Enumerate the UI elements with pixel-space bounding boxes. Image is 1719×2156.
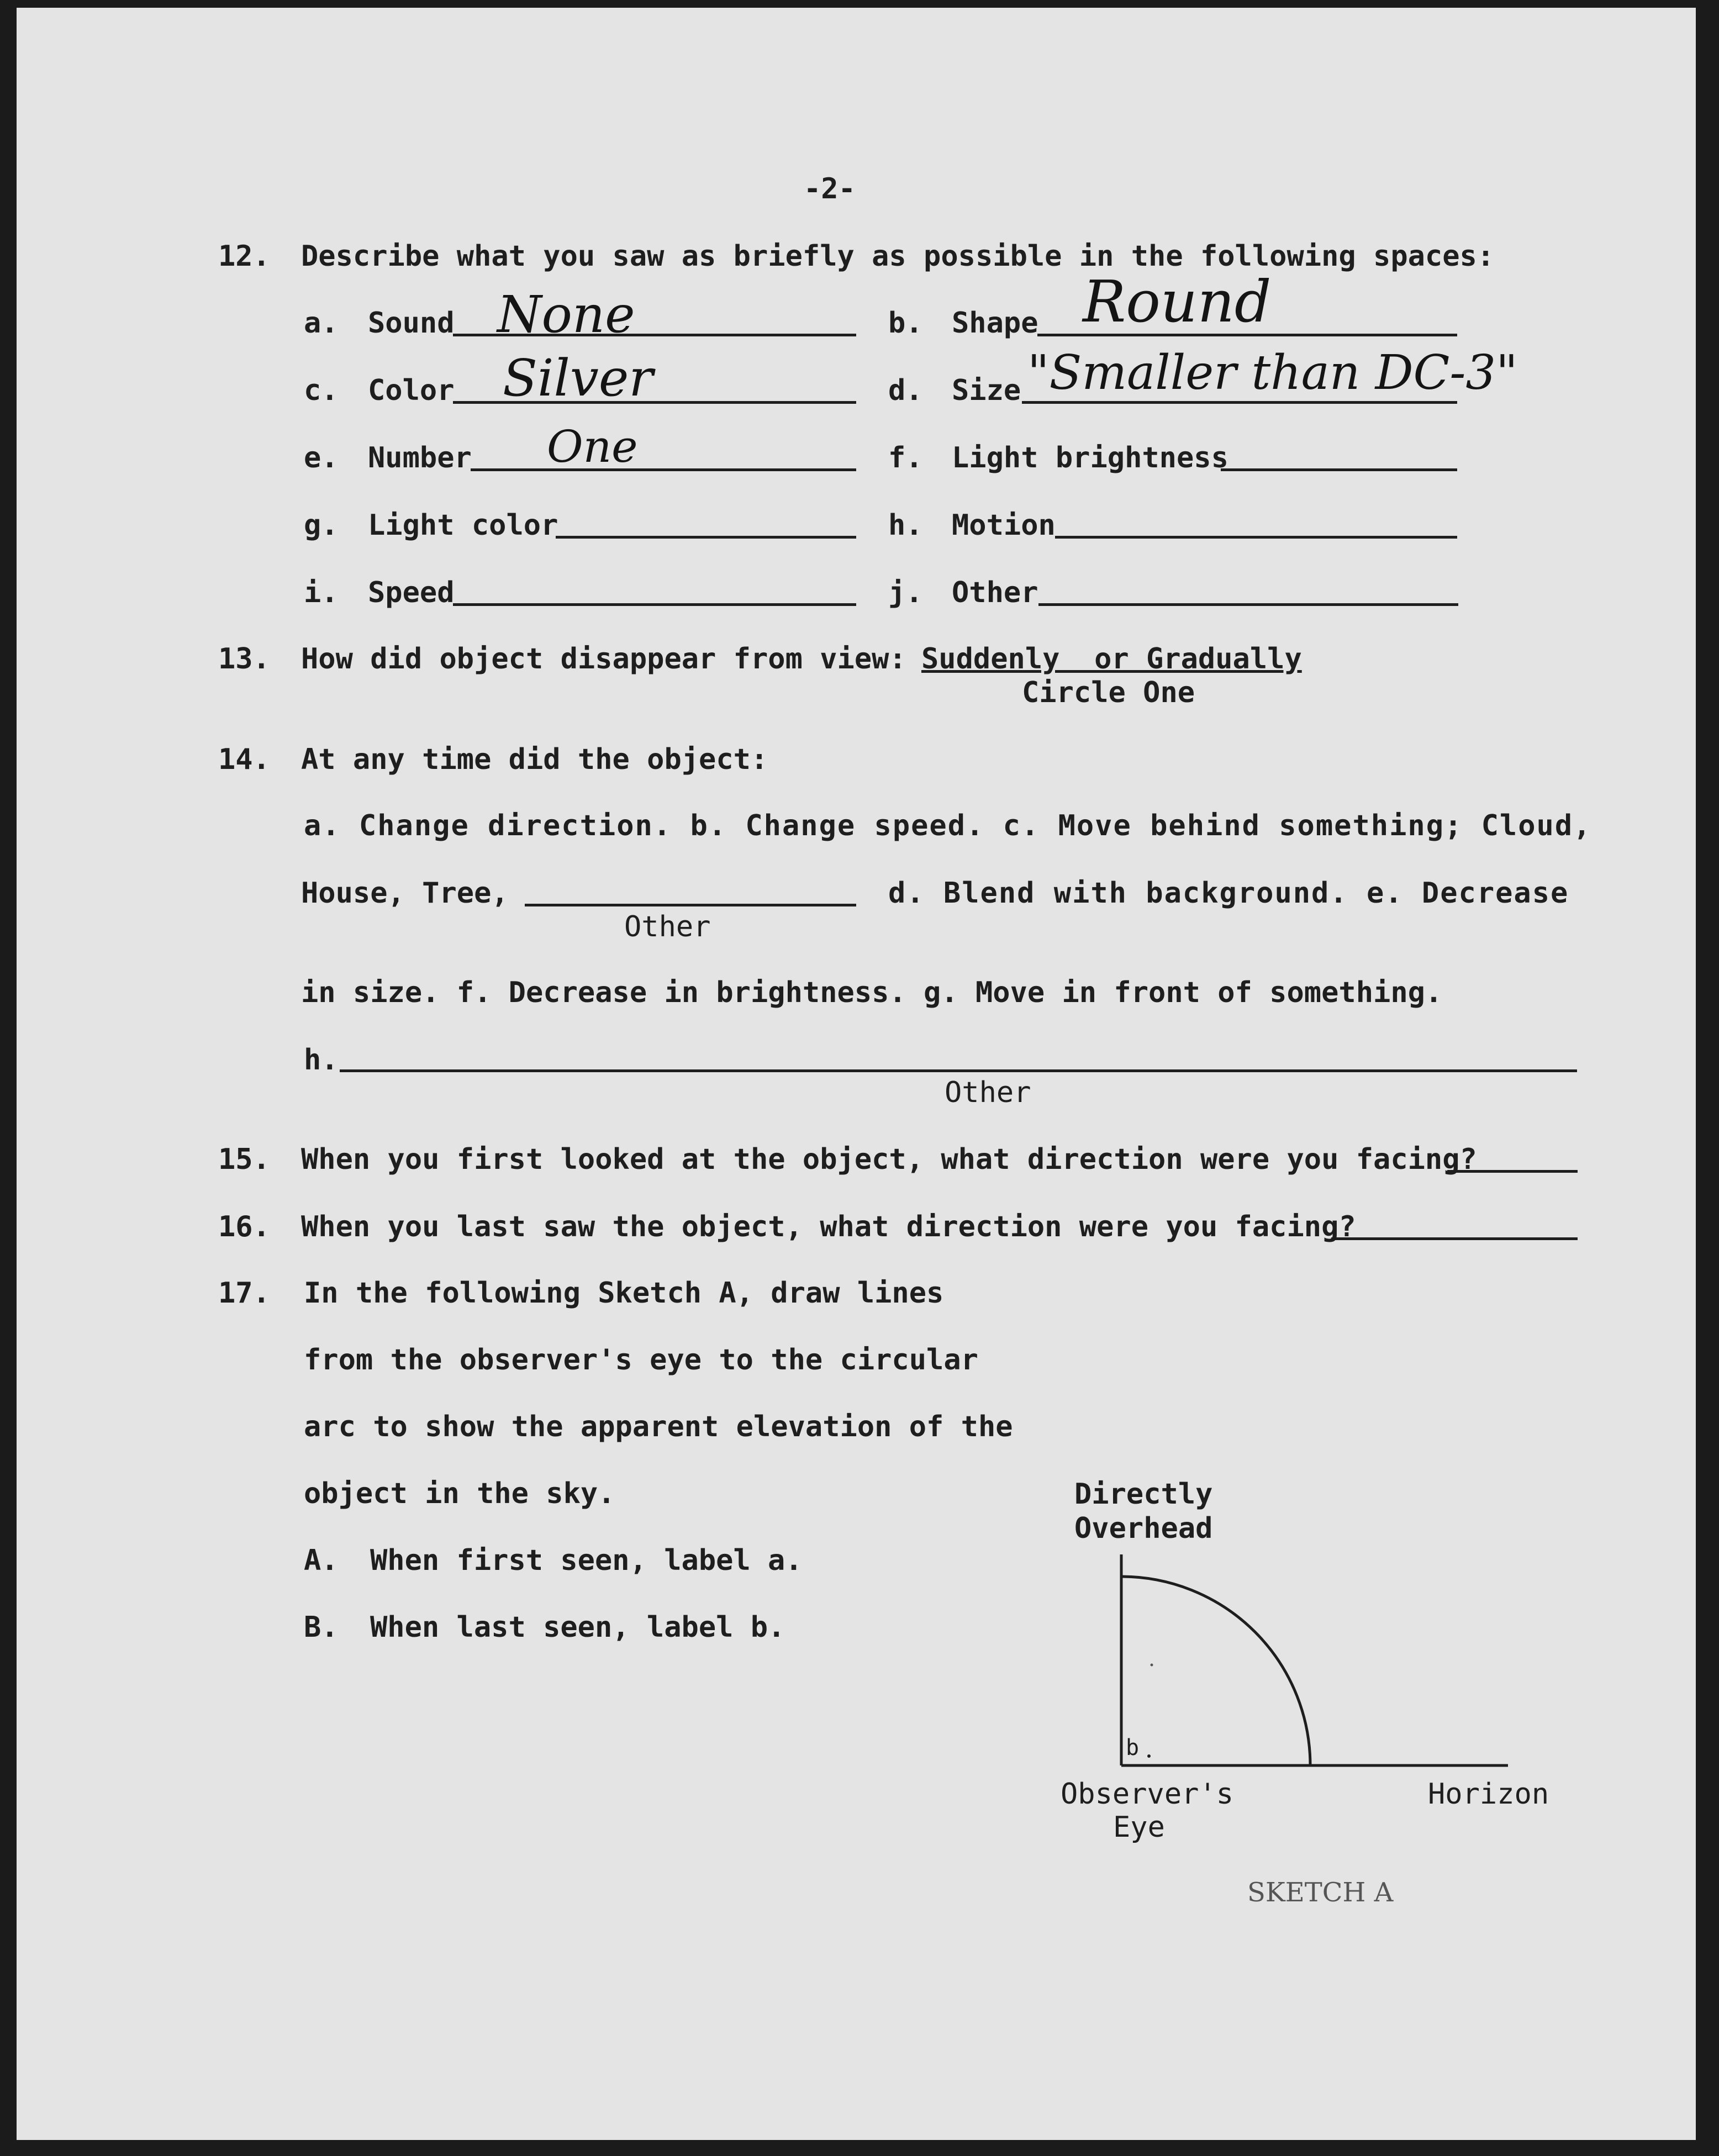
q17-line-3: arc to show the apparent elevation of the	[304, 1410, 1013, 1443]
field-g-letter: g.	[304, 509, 339, 542]
field-number-label: Number	[368, 441, 472, 475]
q17-line-1: In the following Sketch A, draw lines	[304, 1277, 944, 1310]
field-light-brightness-line[interactable]	[1221, 468, 1457, 471]
field-motion-label: Motion	[952, 509, 1056, 542]
q12-number: 12.	[218, 240, 270, 273]
q16-number: 16.	[218, 1210, 270, 1243]
field-shape-label: Shape	[952, 307, 1038, 340]
field-sound-value[interactable]: None	[497, 285, 635, 344]
sketch-mark-b: b	[1126, 1735, 1140, 1760]
q16-text: When you last saw the object, what direction were you facing?	[301, 1210, 1356, 1243]
sketch-label-horizon: Horizon	[1428, 1778, 1549, 1811]
q14-line3: in size. f. Decrease in brightness. g. Move in front of something.	[301, 976, 1443, 1009]
field-size-label: Size	[952, 374, 1021, 407]
sketch-caption: SKETCH A	[1247, 1877, 1394, 1908]
q14-number: 14.	[218, 743, 270, 776]
q14-other-line-2[interactable]	[340, 1069, 1577, 1072]
q17-line-2: from the observer's eye to the circular	[304, 1343, 978, 1377]
field-other-line[interactable]	[1038, 603, 1458, 606]
page-number: -2-	[804, 172, 856, 205]
q14-line2a: House, Tree,	[301, 877, 509, 910]
q13-number: 13.	[218, 642, 270, 676]
field-light-brightness-label: Light brightness	[952, 441, 1228, 475]
field-light-color-line[interactable]	[556, 536, 856, 539]
sketch-dot	[1147, 1754, 1151, 1758]
field-size-line[interactable]	[1022, 401, 1457, 404]
field-number-line[interactable]	[471, 468, 856, 471]
sketch-label-eye: Eye	[1113, 1811, 1165, 1844]
field-a-letter: a.	[304, 307, 339, 340]
field-number-value[interactable]: One	[547, 421, 638, 472]
form-page	[17, 8, 1696, 2140]
q17-line-4: object in the sky.	[304, 1477, 615, 1510]
field-light-color-label: Light color	[368, 509, 558, 542]
field-color-label: Color	[368, 374, 455, 407]
field-i-letter: i.	[304, 576, 339, 609]
sketch-label-overhead: Overhead	[1074, 1512, 1213, 1545]
q13-text: How did object disappear from view:	[301, 642, 906, 676]
sketch-dot-2	[1151, 1664, 1153, 1667]
q15-number: 15.	[218, 1143, 270, 1176]
q14-line2b: d. Blend with background. e. Decrease	[888, 877, 1569, 910]
field-color-value[interactable]: Silver	[503, 349, 653, 408]
q15-answer-line[interactable]	[1447, 1170, 1578, 1173]
q13-options[interactable]: Suddenly or Gradually	[921, 642, 1302, 676]
q17-a-text: When first seen, label a.	[370, 1544, 803, 1577]
field-c-letter: c.	[304, 374, 339, 407]
q15-text: When you first looked at the object, what direction were you facing?	[301, 1143, 1477, 1176]
sketch-label-directly: Directly	[1074, 1478, 1213, 1511]
q14-other-line-1[interactable]	[525, 904, 856, 906]
q14-other-label-2: Other	[945, 1076, 1031, 1109]
field-speed-label: Speed	[368, 576, 455, 609]
field-f-letter: f.	[888, 441, 923, 475]
field-shape-value[interactable]: Round	[1083, 268, 1272, 335]
q16-answer-line[interactable]	[1331, 1237, 1578, 1240]
sketch-a-diagram[interactable]	[1110, 1532, 1530, 1786]
q14-line1: a. Change direction. b. Change speed. c. Move behind something; Cloud,	[304, 809, 1592, 842]
field-h-letter: h.	[888, 509, 923, 542]
field-j-letter: j.	[888, 576, 923, 609]
field-b-letter: b.	[888, 307, 923, 340]
field-d-letter: d.	[888, 374, 923, 407]
field-speed-line[interactable]	[453, 603, 856, 606]
sketch-label-observers: Observer's	[1061, 1778, 1234, 1811]
q17-number: 17.	[218, 1277, 270, 1310]
q17-a-letter: A.	[304, 1544, 339, 1577]
q12-text: Describe what you saw as briefly as possible in the following spaces:	[301, 240, 1495, 273]
q14-text: At any time did the object:	[301, 743, 768, 776]
sketch-elevation-arc	[1121, 1577, 1310, 1765]
field-e-letter: e.	[304, 441, 339, 475]
q14-other-label-1: Other	[624, 910, 711, 943]
q17-b-letter: B.	[304, 1611, 339, 1644]
q14-h-letter: h.	[304, 1043, 339, 1077]
field-motion-line[interactable]	[1055, 536, 1457, 539]
field-size-value[interactable]: "Smaller than DC-3"	[1027, 345, 1518, 400]
q17-b-text: When last seen, label b.	[370, 1611, 785, 1644]
field-sound-label: Sound	[368, 307, 455, 340]
q13-note: Circle One	[1022, 676, 1195, 709]
field-other-label: Other	[952, 576, 1038, 609]
